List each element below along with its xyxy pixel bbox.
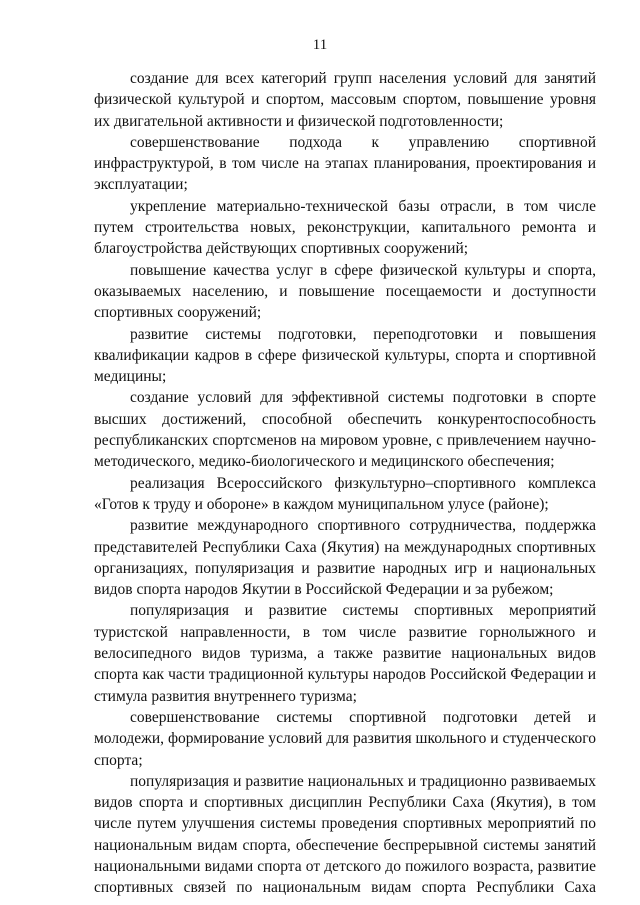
paragraph: укрепление материально-технической базы отрасли, в том числе путем строительства новых, реконструкции, капитального ремонта и благоустройства действующих спортивных сооружений; — [94, 197, 596, 258]
paragraph: популяризация и развитие системы спортивных мероприятий туристской направленности, в том числе развитие горнолыжного и велосипедного видов туризма, а также развитие национальных видов спорта как части традиционной культуры народов Российской Федерации и стимула развития внутреннего туризма; — [94, 602, 596, 705]
paragraph: совершенствование подхода к управлению спортивной инфраструктурой, в том числе на этапах планирования, проектирования и эксплуатации; — [94, 133, 596, 194]
paragraph: реализация Всероссийского физкультурно–спортивного комплекса «Готов к труду и обороне» в каждом муниципальном улусе (районе); — [94, 474, 596, 513]
paragraph: создание условий для эффективной системы подготовки в спорте высших достижений, способной обеспечить конкурентоспособность республиканских спортсменов на мировом уровне, с привлечением научно-методического, медико-биологического и медицинского обеспечения; — [94, 389, 596, 471]
paragraph: повышение качества услуг в сфере физической культуры и спорта, оказываемых населению, и повышение посещаемости и доступности спортивных сооружений; — [94, 261, 596, 322]
paragraph: развитие международного спортивного сотрудничества, поддержка представителей Республики Саха (Якутия) на международных спортивных организациях, популяризация и развитие народных игр и национальных видов спорта народов Якутии в Российской Федерации и за рубежом; — [94, 517, 596, 599]
page-number: 11 — [312, 37, 328, 53]
paragraph: создание для всех категорий групп населения условий для занятий физической культурой и спортом, массовым спортом, повышение уровня их двигательной активности и физической подготовленности; — [94, 70, 596, 130]
body-text — [94, 68, 596, 899]
paragraph: совершенствование системы спортивной подготовки детей и молодежи, формирование условий для развития школьного и студенческого спорта; — [94, 708, 596, 769]
paragraph: популяризация и развитие национальных и традиционно развиваемых видов спорта и спортивных дисциплин Республики Саха (Якутия), в том числе путем улучшения системы проведения спортивных мероприятий по национальным видам спорта, обеспечение беспрерывной системы занятий национальными видами спорта от детского до пожилого возраста, развитие спортивных связей по национальным видам спорта Республики Саха — [94, 772, 596, 897]
paragraph: развитие системы подготовки, переподготовки и повышения квалификации кадров в сфере физической культуры, спорта и спортивной медицины; — [94, 325, 596, 386]
